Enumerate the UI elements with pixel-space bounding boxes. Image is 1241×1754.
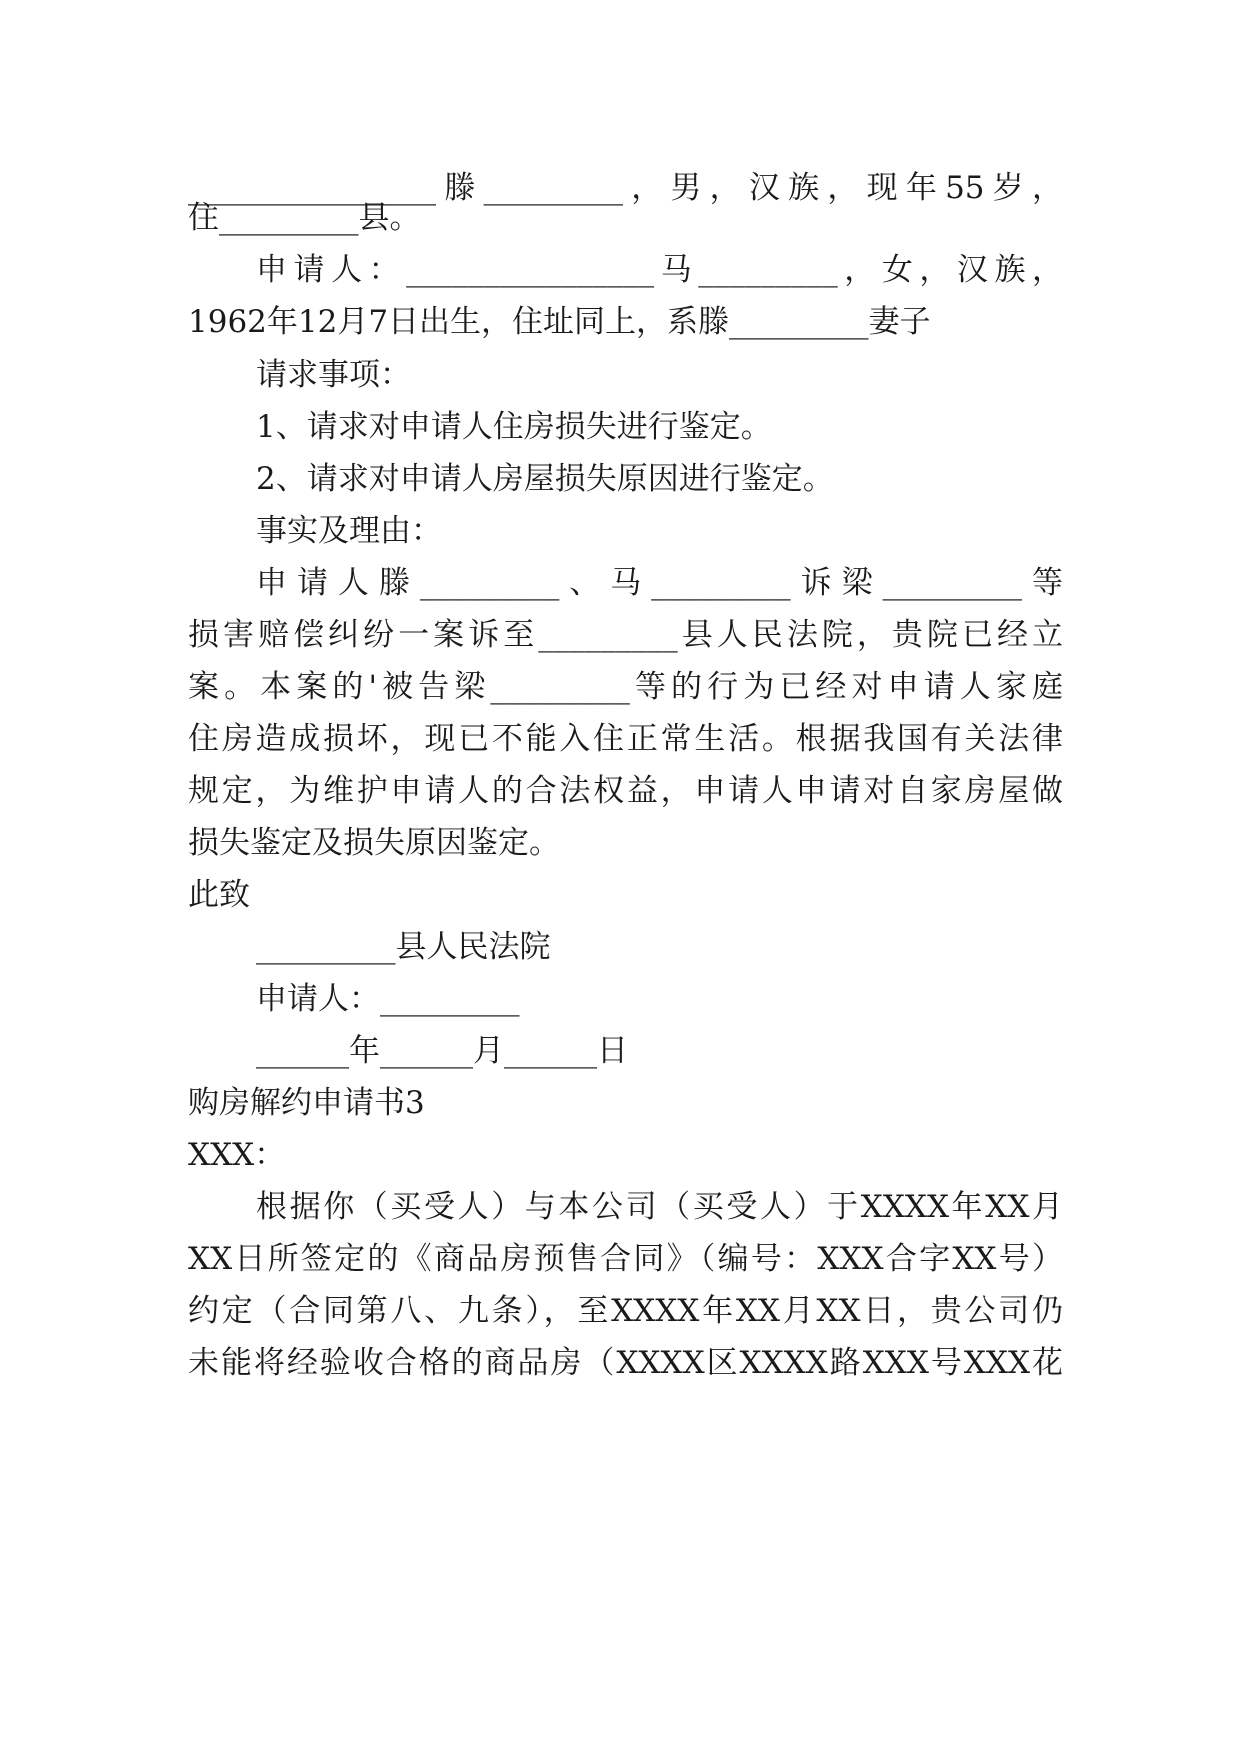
section-heading: 事实及理由： [256,513,442,549]
text-line: 1962年12月7日出生，住址同上，系滕_________妻子 [188,304,931,340]
text-line: 申请人滕_________、马_________诉梁_________等 [256,565,1063,601]
recipient-court: _________县人民法院 [256,929,551,965]
salutation: 此致 [188,877,250,913]
text-line: ________________滕_________，男，汉族，现年55岁， [188,170,1063,206]
text-line: 住_________县。 [188,200,421,236]
list-item: 2、请求对申请人房屋损失原因进行鉴定。 [256,461,834,497]
text-line: 未能将经验收合格的商品房（XXXX区XXXX路XXX号XXX花 [188,1345,1063,1381]
addressee: XXX： [188,1137,286,1173]
text-line: 损害赔偿纠纷一案诉至_________县人民法院，贵院已经立 [188,617,1063,653]
list-item: 1、请求对申请人住房损失进行鉴定。 [256,409,772,445]
text-line: 案。本案的'被告梁_________等的行为已经对申请人家庭 [188,669,1063,705]
section-heading: 请求事项： [256,357,411,393]
text-line: 住房造成损坏，现已不能入住正常生活。根据我国有关法律 [188,721,1063,757]
text-line: 损失鉴定及损失原因鉴定。 [188,825,560,861]
date-line: ______年______月______日 [256,1033,628,1069]
text-line: 约定（合同第八、九条），至XXXX年XX月XX日，贵公司仍 [188,1293,1063,1329]
text-line: 申请人：________________马_________，女，汉族， [256,252,1063,288]
text-line: XX日所签定的《商品房预售合同》（编号：XXX合字XX号） [188,1241,1063,1277]
text-line: 根据你（买受人）与本公司（买受人）于XXXX年XX月 [256,1189,1063,1225]
signature-line: 申请人：_________ [256,981,520,1017]
document-title: 购房解约申请书3 [188,1085,425,1121]
text-line: 规定，为维护申请人的合法权益，申请人申请对自家房屋做 [188,773,1063,809]
